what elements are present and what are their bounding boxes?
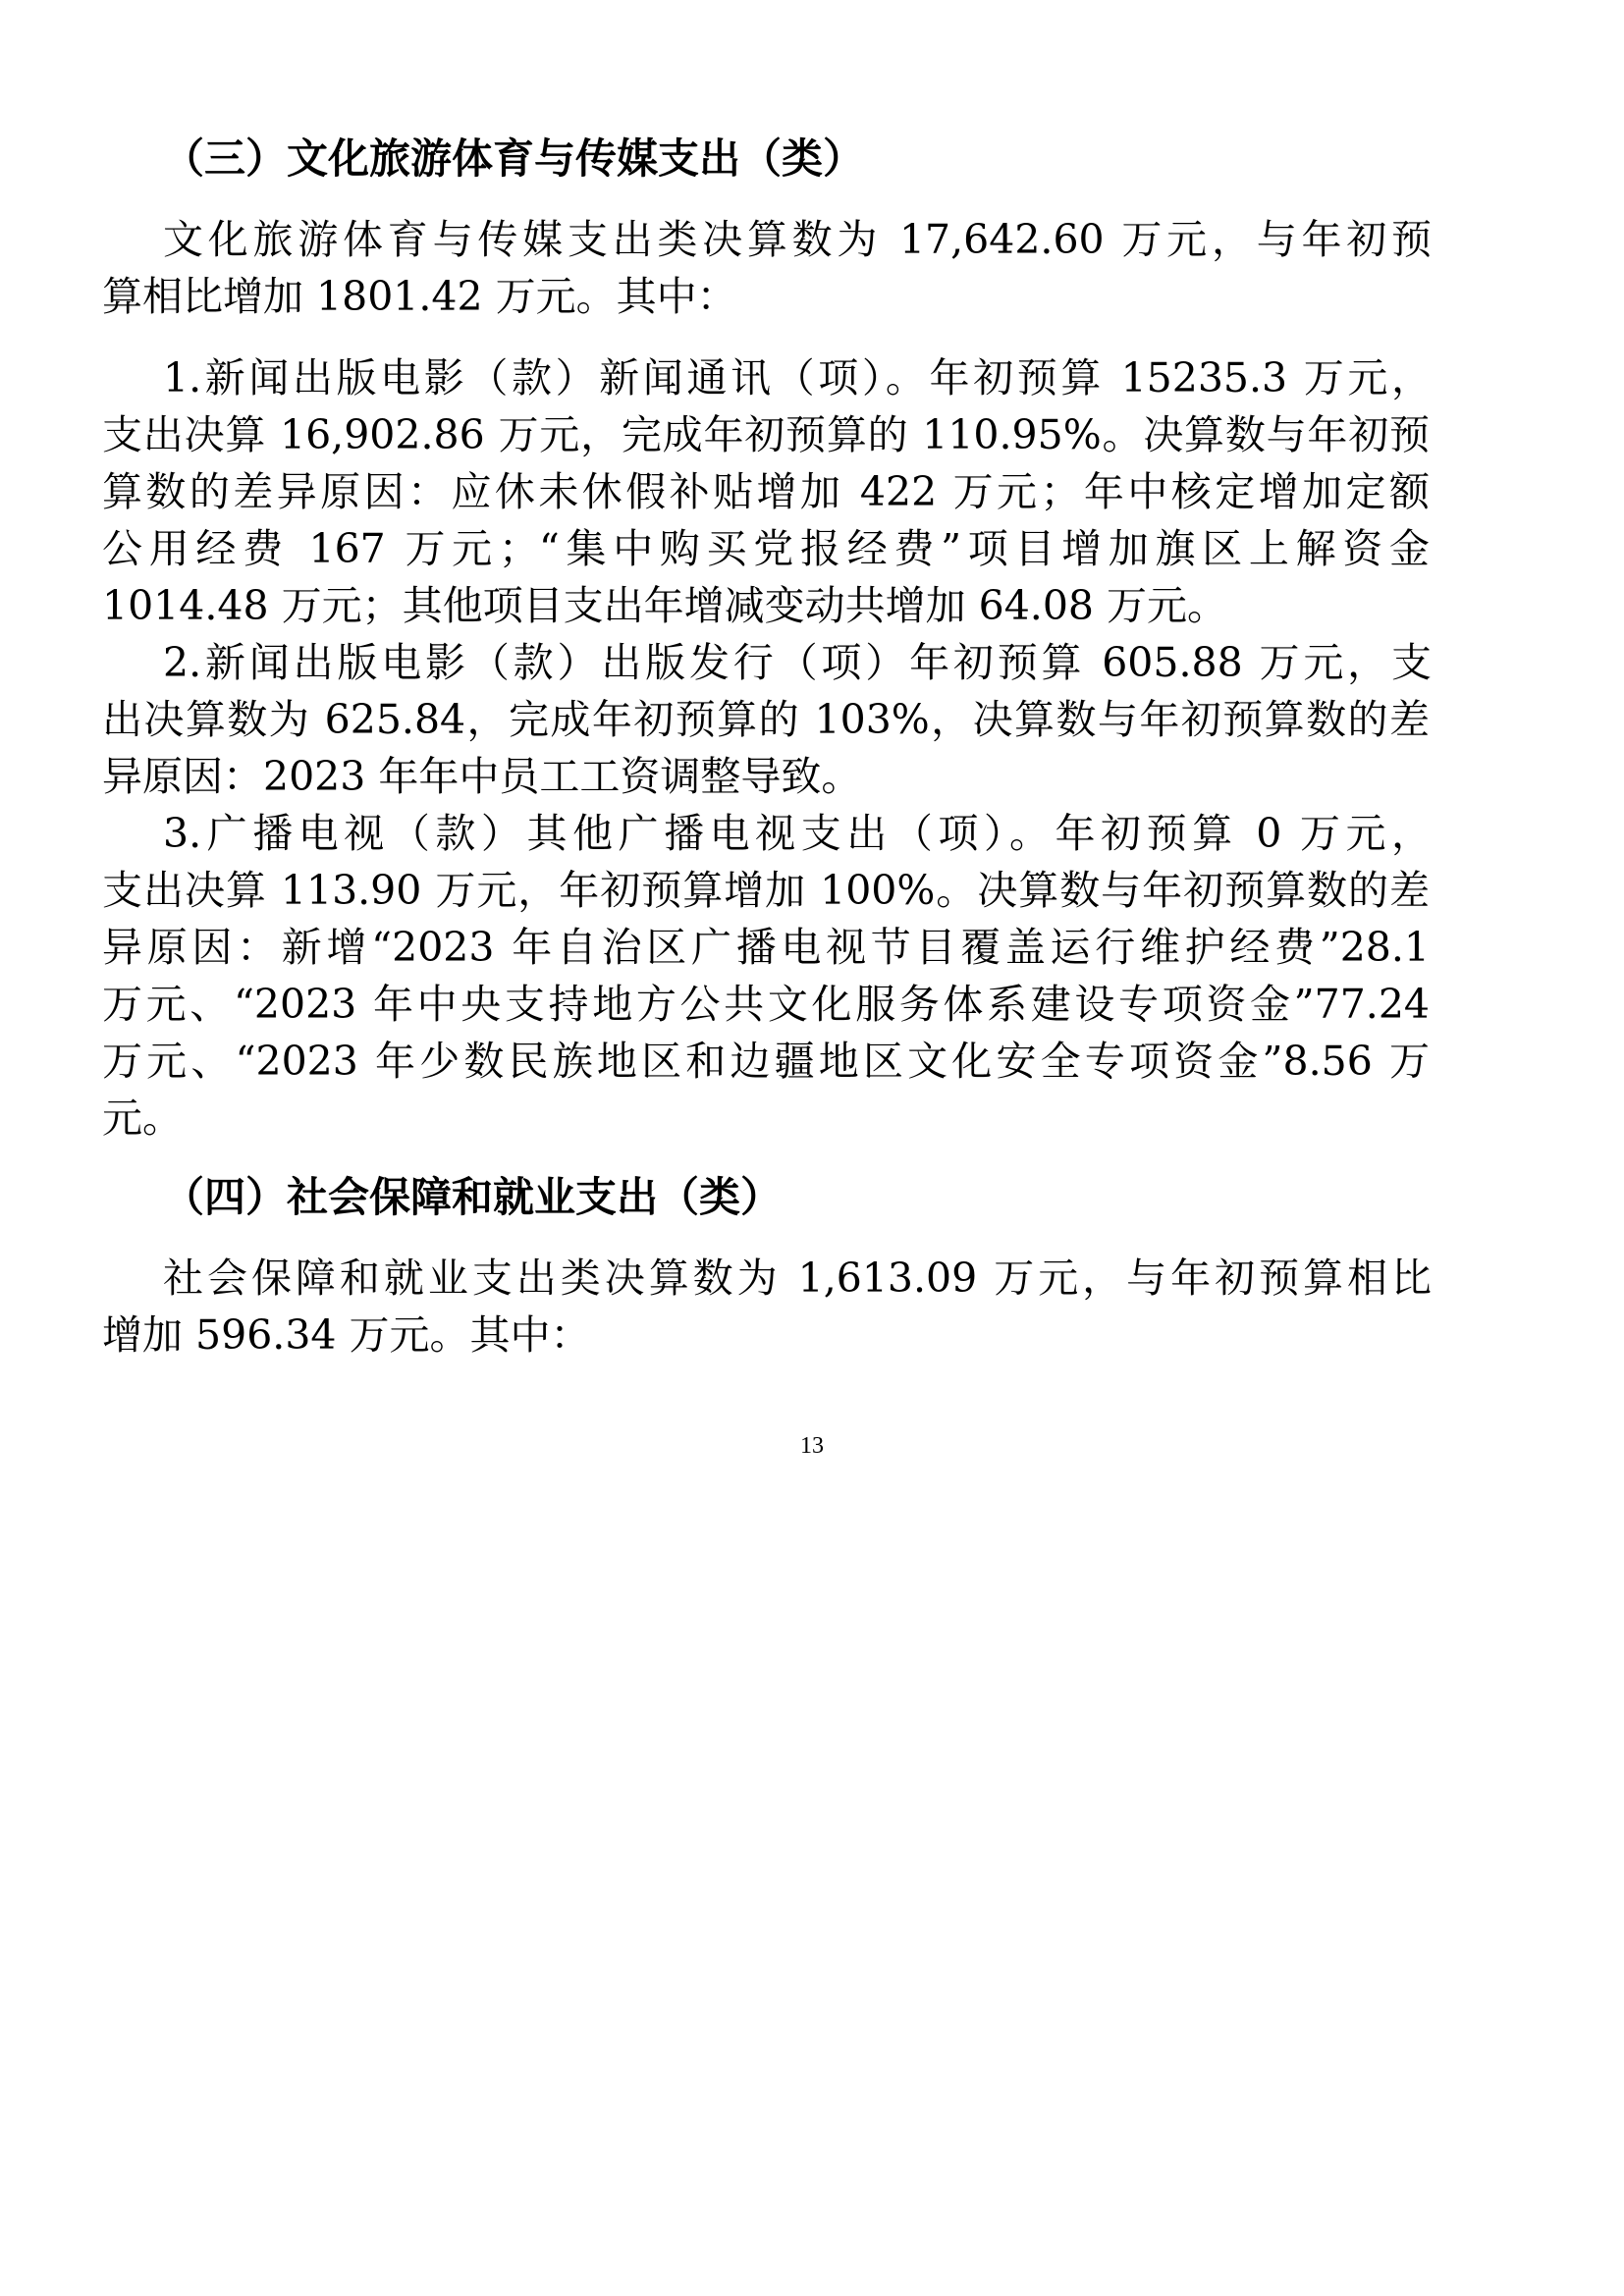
paragraph-line: 公用经费 167 万元；“集中购买党报经费”项目增加旗区上解资金 [102,525,1430,572]
paragraph-line: 万元、“2023 年中央支持地方公共文化服务体系建设专项资金”77.24 [102,981,1430,1028]
section-heading: （四）社会保障和就业支出（类） [163,1173,783,1221]
paragraph-line: 3.广播电视（款）其他广播电视支出（项）。年初预算 0 万元， [163,810,1432,857]
paragraph-line: 异原因：新增“2023 年自治区广播电视节目覆盖运行维护经费”28.1 [102,924,1430,971]
paragraph-line: 2.新闻出版电影（款）出版发行（项）年初预算 605.88 万元，支 [163,639,1432,686]
paragraph-line: 文化旅游体育与传媒支出类决算数为 17,642.60 万元，与年初预 [163,216,1432,263]
paragraph-line: 出决算数为 625.84，完成年初预算的 103%，决算数与年初预算数的差 [102,696,1430,743]
paragraph-line: 增加 596.34 万元。其中： [102,1311,591,1359]
section-heading: （三）文化旅游体育与传媒支出（类） [163,134,865,183]
paragraph-line: 算数的差异原因：应休未休假补贴增加 422 万元；年中核定增加定额 [102,468,1430,515]
paragraph-line: 万元、“2023 年少数民族地区和边疆地区文化安全专项资金”8.56 万 [102,1038,1430,1085]
page-number: 13 [800,1433,824,1459]
paragraph-line: 算相比增加 1801.42 万元。其中： [102,273,737,320]
paragraph-line: 支出决算 16,902.86 万元，完成年初预算的 110.95%。决算数与年初预 [102,411,1430,458]
paragraph-line: 支出决算 113.90 万元，年初预算增加 100%。决算数与年初预算数的差 [102,867,1430,914]
paragraph-line: 异原因：2023 年年中员工工资调整导致。 [102,753,862,800]
paragraph-line: 1014.48 万元；其他项目支出年增减变动共增加 64.08 万元。 [102,582,1228,629]
paragraph-line: 元。 [102,1095,183,1142]
paragraph-line: 1.新闻出版电影（款）新闻通讯（项）。年初预算 15235.3 万元， [163,354,1432,401]
paragraph-line: 社会保障和就业支出类决算数为 1,613.09 万元，与年初预算相比 [163,1255,1432,1302]
